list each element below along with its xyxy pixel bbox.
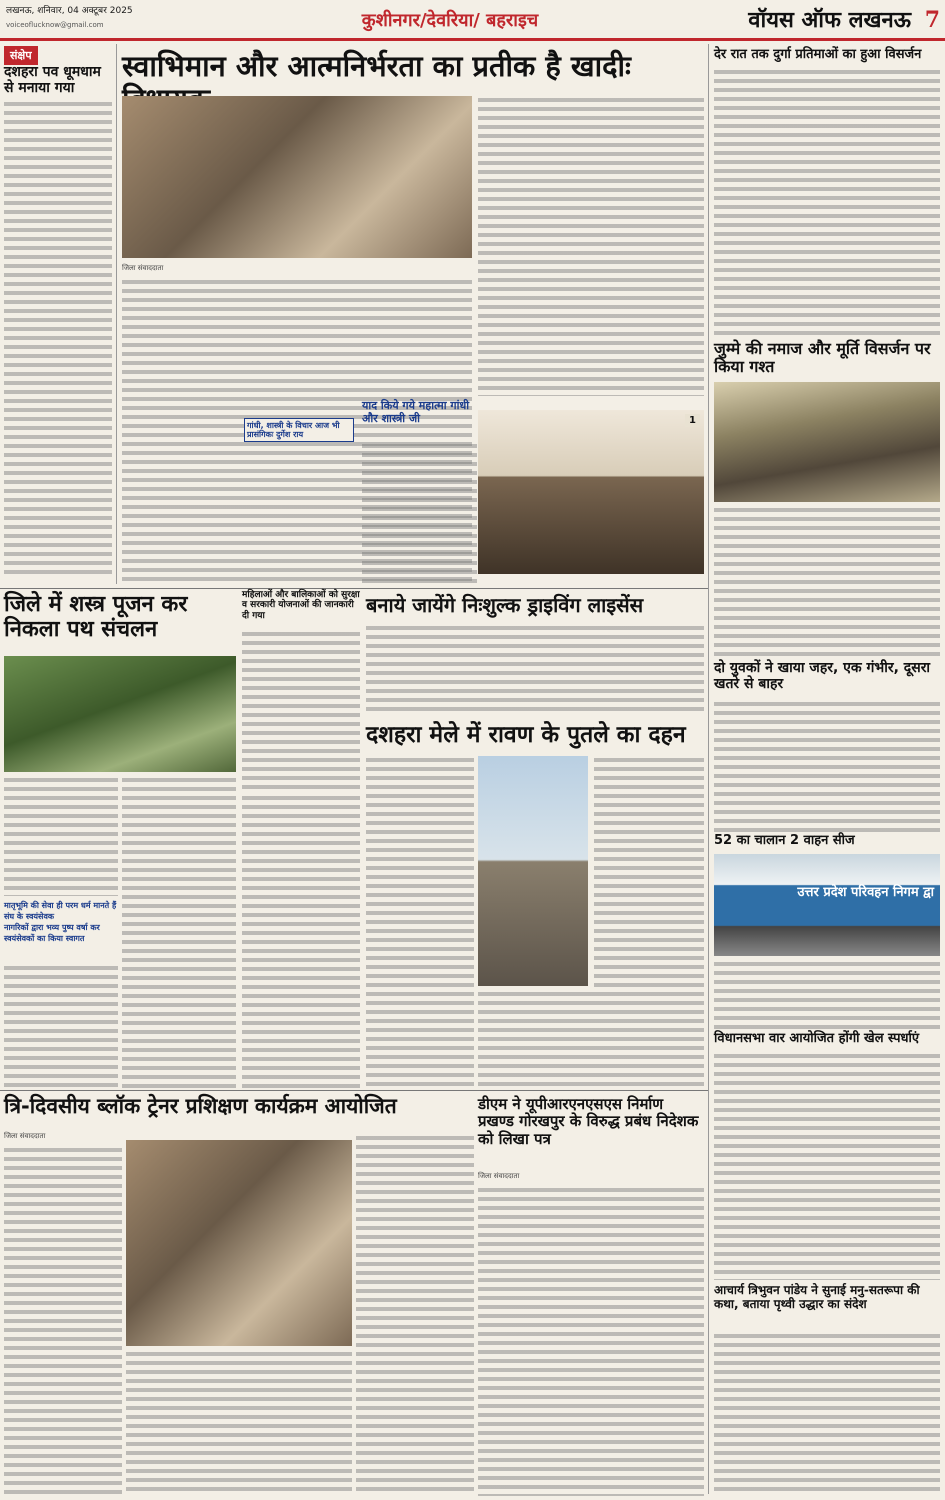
bullet-2: नागरिकों द्वारा भव्य पुष्प वर्षा कर स्वयंसेवकों का किया स्वागत bbox=[4, 923, 100, 943]
headline-trainer: त्रि-दिवसीय ब्लॉक ट्रेनर प्रशिक्षण कार्यक्रम आयोजित bbox=[4, 1094, 397, 1118]
headline-zahar: दो युवकों ने खाया जहर, एक गंभीर, दूसरा खतरे से बाहर bbox=[714, 660, 931, 693]
headline-durga: देर रात तक दुर्गा प्रतिमाओं का हुआ विसर्जन bbox=[714, 47, 922, 62]
shastra-body bbox=[4, 776, 118, 896]
trainer-body bbox=[4, 1146, 122, 1496]
katha-body bbox=[714, 1332, 940, 1496]
ravan-body bbox=[366, 756, 474, 1088]
masthead-rule bbox=[0, 38, 945, 41]
column-divider bbox=[116, 44, 117, 584]
headline: दशहरा पव धूमधाम से मनाया गया bbox=[4, 64, 101, 97]
paper-name-text: वॉयस ऑफ लखनऊ bbox=[748, 7, 912, 33]
gandhi-tribute-photo bbox=[478, 410, 704, 574]
khadi-event-photo bbox=[122, 96, 472, 258]
police-patrol-photo bbox=[714, 382, 940, 502]
ravan-body-lower bbox=[478, 990, 704, 1088]
body-text bbox=[4, 100, 112, 576]
byline: जिला संवाददाता bbox=[478, 1172, 520, 1180]
byline: जिला संवाददाता bbox=[4, 1132, 46, 1140]
path-sanchalan-photo bbox=[4, 656, 236, 772]
headline-license: बनाये जायेंगे निःशुल्क ड्राइविंग लाइसेंस bbox=[366, 593, 644, 617]
headline-khel: विधानसभा वार आयोजित होंगी खेल स्पर्धाएं bbox=[714, 1031, 920, 1046]
headline-jumme: जुम्मे की नमाज और मूर्ति विसर्जन पर किया गश्त bbox=[714, 339, 931, 377]
ravan-effigy-photo bbox=[478, 756, 588, 986]
khel-body bbox=[714, 1052, 940, 1280]
jumme-body bbox=[714, 506, 940, 656]
shastra-body-lower bbox=[4, 964, 118, 1088]
brief-label: संक्षेप bbox=[4, 46, 38, 65]
headline-gandhi: याद किये गये महात्मा गांधी और शास्त्री जी bbox=[362, 399, 470, 425]
headline-ravan: दशहरा मेले में रावण के पुतले का दहन bbox=[366, 722, 686, 748]
page-number: 7 bbox=[924, 7, 940, 33]
shastra-body-right bbox=[122, 776, 236, 1088]
headline-dm: डीएम ने यूपीआरएनएसएस निर्माण प्रखण्ड गोरखपुर के विरुद्ध प्रबंध निदेशक को लिखा पत्र bbox=[478, 1095, 699, 1148]
headline-shastra: जिले में शस्त्र पूजन कर निकला पथ संचलन bbox=[4, 592, 188, 643]
email-line: voiceoflucknow@gmail.com bbox=[6, 21, 104, 29]
bus-seizure-photo bbox=[714, 854, 940, 956]
dm-body bbox=[478, 1186, 704, 1496]
durga-body bbox=[714, 68, 940, 338]
column-divider bbox=[708, 44, 709, 1494]
ravan-body-right bbox=[594, 756, 704, 988]
bullet-1: मातृभूमि की सेवा ही परम धर्म मानते हैं संघ के स्वयंसेवक bbox=[4, 901, 117, 921]
edition-line: लखनऊ, शनिवार, 04 अक्टूबर 2025 bbox=[6, 6, 133, 16]
challan-body bbox=[714, 960, 940, 1030]
headline-challan: 52 का चालान 2 वाहन सीज bbox=[714, 833, 855, 848]
section-divider bbox=[0, 588, 708, 589]
mahila-body-lower bbox=[242, 794, 360, 1088]
khadi-body-right bbox=[478, 96, 704, 396]
subhead-text: गांधी, शास्त्री के विचार आज भी प्रासंगिकः दुर्गेश राय bbox=[247, 421, 340, 440]
masthead-dateline bbox=[6, 4, 186, 38]
mahila-body bbox=[242, 630, 360, 790]
trainer-training-photo bbox=[126, 1140, 352, 1346]
trainer-body-mid bbox=[126, 1350, 352, 1496]
byline: जिला संवाददाता bbox=[122, 264, 164, 272]
shastra-bullets bbox=[4, 900, 118, 960]
khadi-subhead bbox=[244, 418, 354, 442]
paper-name bbox=[706, 4, 940, 34]
zahar-body bbox=[714, 700, 940, 832]
headline-katha: आचार्य त्रिभुवन पांडेय ने सुनाई मनु-सतरूपा की कथा, बताया पृथ्वी उद्धार का संदेश bbox=[714, 1283, 920, 1311]
article-body bbox=[4, 100, 112, 576]
headline-mahila: महिलाओं और बालिकाओं को सुरक्षा व सरकारी योजनाओं की जानकारी दी गया bbox=[242, 590, 360, 621]
section-divider bbox=[0, 1090, 708, 1091]
headline-khadi: स्वाभिमान और आत्मनिर्भरता का प्रतीक है खादीः bbox=[122, 49, 631, 83]
license-body bbox=[366, 624, 704, 714]
trainer-body-right bbox=[356, 1134, 474, 1496]
bus-text: उत्तर प्रदेश परिवहन निगम द्वा bbox=[797, 885, 934, 900]
gandhi-body bbox=[362, 442, 477, 584]
section-title: कुशीनगर/देवरिया/ बहराइच bbox=[361, 10, 539, 31]
photo-number: 1 bbox=[685, 414, 700, 427]
article-dussehra bbox=[4, 64, 112, 584]
